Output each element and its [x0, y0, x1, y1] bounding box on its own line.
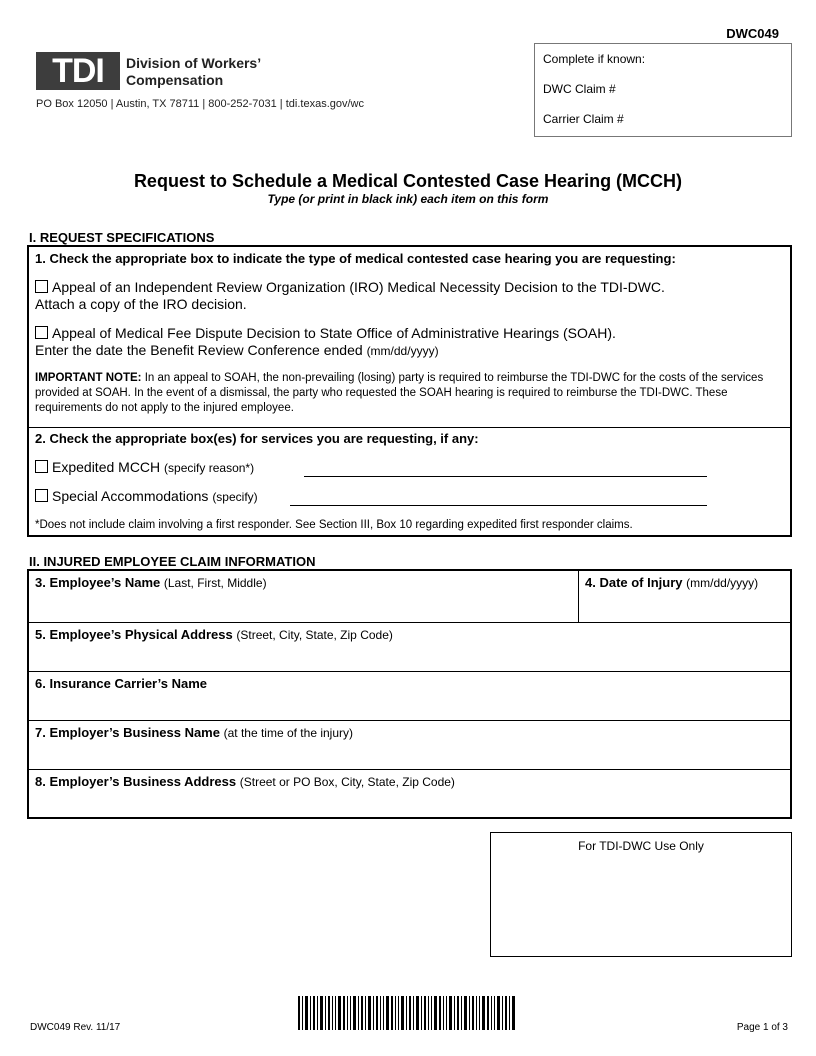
expedited-mcch-option: Expedited MCCH (specify reason*) — [35, 459, 254, 475]
employer-name-field[interactable]: 7. Employer’s Business Name (at the time of the injury) — [29, 720, 790, 769]
agency-address: PO Box 12050 | Austin, TX 78711 | 800-252-7031 | tdi.texas.gov/wc — [36, 98, 364, 110]
footnote: *Does not include claim involving a first responder. See Section III, Box 10 regarding expedited first responder claims. — [35, 519, 633, 531]
section-1-heading: I. REQUEST SPECIFICATIONS — [29, 230, 215, 245]
insurance-carrier-field[interactable]: 6. Insurance Carrier’s Name — [29, 671, 790, 720]
division-name: Division of Workers’ Compensation — [126, 55, 262, 88]
tdi-logo: TDI — [36, 52, 120, 90]
form-code: DWC049 — [726, 26, 779, 41]
brc-date-field[interactable]: Enter the date the Benefit Review Conference ended (mm/dd/yyyy) — [35, 342, 439, 358]
special-accommodations-checkbox[interactable] — [35, 489, 48, 502]
soah-appeal-option: Appeal of Medical Fee Dispute Decision to State Office of Administrative Hearings (SOAH). — [35, 325, 616, 341]
expedited-mcch-checkbox[interactable] — [35, 460, 48, 473]
iro-appeal-checkbox[interactable] — [35, 280, 48, 293]
divider — [29, 427, 790, 428]
q1-title: 1. Check the appropriate box to indicate the type of medical contested case hearing you are requesting: — [35, 251, 676, 266]
section-2-heading: II. INJURED EMPLOYEE CLAIM INFORMATION — [29, 554, 316, 569]
carrier-claim-field[interactable]: Carrier Claim # — [543, 112, 624, 126]
employee-address-field[interactable]: 5. Employee’s Physical Address (Street, City, State, Zip Code) — [29, 622, 790, 671]
q2-title: 2. Check the appropriate box(es) for services you are requesting, if any: — [35, 431, 479, 446]
important-note: IMPORTANT NOTE: In an appeal to SOAH, the non-prevailing (losing) party is required to reimburse the TDI-DWC for the costs of the services provided at SOAH. In the event of a dismissal, the party who requested the SOAH hearing is required to reimburse the TDI-DWC. These requirements do not apply to the injured employee. — [35, 372, 764, 414]
soah-appeal-checkbox[interactable] — [35, 326, 48, 339]
known-box-title: Complete if known: — [543, 52, 646, 66]
special-accommodations-option: Special Accommodations (specify) — [35, 488, 258, 504]
employee-name-field[interactable]: 3. Employee’s Name (Last, First, Middle) — [35, 575, 267, 590]
claim-info-box — [534, 43, 792, 137]
dwc-claim-field[interactable]: DWC Claim # — [543, 82, 616, 96]
office-use-box: For TDI-DWC Use Only — [490, 832, 792, 957]
section-2-box — [27, 569, 792, 819]
iro-attach-note: Attach a copy of the IRO decision. — [35, 296, 247, 312]
page-title: Request to Schedule a Medical Contested Case Hearing (MCCH) — [133, 171, 683, 191]
page-subtitle: Type (or print in black ink) each item on this form — [267, 192, 549, 206]
accommodations-input[interactable] — [290, 494, 707, 506]
barcode-image — [298, 996, 516, 1030]
page-number: Page 1 of 3 — [736, 1022, 788, 1033]
iro-appeal-option: Appeal of an Independent Review Organization (IRO) Medical Necessity Decision to the TDI-DWC. — [35, 279, 665, 295]
employer-address-field[interactable]: 8. Employer’s Business Address (Street or PO Box, City, State, Zip Code) — [29, 769, 790, 817]
section-1-box — [27, 245, 792, 537]
expedited-reason-input[interactable] — [304, 465, 707, 477]
revision-label: DWC049 Rev. 11/17 — [30, 1022, 121, 1033]
date-of-injury-field[interactable]: 4. Date of Injury (mm/dd/yyyy) — [578, 571, 790, 622]
